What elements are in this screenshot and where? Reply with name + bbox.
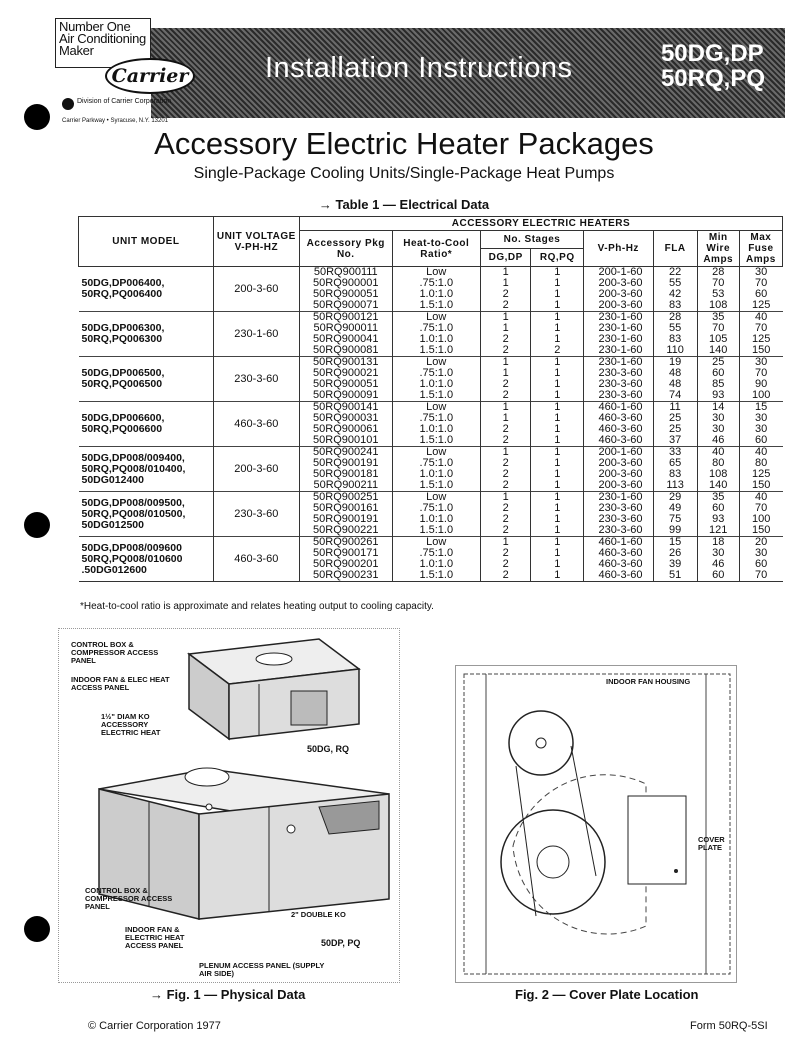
figure-cover-plate xyxy=(455,665,737,983)
table-cell: 200-3-60 xyxy=(584,289,653,300)
table-cell: 1 xyxy=(531,447,584,459)
table-cell: 2 xyxy=(480,435,531,447)
table-cell: 1 xyxy=(531,503,584,514)
table-cell: 50RQ900051 xyxy=(299,379,392,390)
table-cell: 460-3-60 xyxy=(584,548,653,559)
table-cell: 230-3-60 xyxy=(584,503,653,514)
table-cell: 85 xyxy=(697,379,739,390)
table-cell: 1 xyxy=(480,537,531,549)
table-cell: 99 xyxy=(653,525,697,537)
table-cell: 83 xyxy=(653,300,697,312)
table-cell: 35 xyxy=(697,492,739,504)
table-cell: 50RQ900201 xyxy=(299,559,392,570)
table-cell: 1 xyxy=(531,469,584,480)
table-cell: 1 xyxy=(531,559,584,570)
table-cell: 50RQ900141 xyxy=(299,402,392,414)
table-cell: 60 xyxy=(697,503,739,514)
label-model-top: 50DG, RQ xyxy=(307,744,350,754)
table-cell: 1.5:1.0 xyxy=(392,390,480,402)
table-cell: 50RQ900001 xyxy=(299,278,392,289)
table-cell: 50RQ900081 xyxy=(299,345,392,357)
table-cell: 230-1-60 xyxy=(584,334,653,345)
table-cell: 30 xyxy=(739,424,782,435)
table-cell: 50RQ900231 xyxy=(299,570,392,582)
table-cell: 50RQ900191 xyxy=(299,458,392,469)
table-cell: 1 xyxy=(531,424,584,435)
table-cell: 2 xyxy=(480,525,531,537)
col-maxfuse: Max Fuse Amps xyxy=(739,231,782,267)
table-cell: 140 xyxy=(697,345,739,357)
table-cell: 121 xyxy=(697,525,739,537)
table-cell: 50RQ900131 xyxy=(299,357,392,369)
table-cell: 1.0:1.0 xyxy=(392,559,480,570)
table-cell: 80 xyxy=(697,458,739,469)
table-cell: Low xyxy=(392,312,480,324)
table-cell: 50RQ900171 xyxy=(299,548,392,559)
table-cell: .75:1.0 xyxy=(392,368,480,379)
table-cell: 14 xyxy=(697,402,739,414)
table-cell: 48 xyxy=(653,379,697,390)
cell-unit-model: 50DG,DP008/009400, 50RQ,PQ008/010400, 50DG012400 xyxy=(79,447,214,492)
table-cell: .75:1.0 xyxy=(392,548,480,559)
table-cell: 1.0:1.0 xyxy=(392,379,480,390)
cell-unit-model: 50DG,DP008/009600 50RQ,PQ008/010600 .50DG012600 xyxy=(79,537,214,582)
col-fla: FLA xyxy=(653,231,697,267)
table-cell: 2 xyxy=(480,458,531,469)
table-cell: 55 xyxy=(653,278,697,289)
document-subtitle: Single-Package Cooling Units/Single-Package Heat Pumps xyxy=(193,165,615,182)
cell-unit-voltage: 460-3-60 xyxy=(213,537,299,582)
cell-unit-voltage: 230-3-60 xyxy=(213,492,299,537)
cell-unit-model: 50DG,DP008/009500, 50RQ,PQ008/010500, 50DG012500 xyxy=(79,492,214,537)
table-cell: 90 xyxy=(739,379,782,390)
label-control-box-top: CONTROL BOX & COMPRESSOR ACCESS PANEL xyxy=(71,640,159,665)
table-cell: 25 xyxy=(653,424,697,435)
figure-physical-data xyxy=(58,628,400,983)
table-cell: 200-1-60 xyxy=(584,267,653,279)
table-cell: 49 xyxy=(653,503,697,514)
table-cell: 460-3-60 xyxy=(584,413,653,424)
table-cell: 30 xyxy=(697,548,739,559)
table-cell: 150 xyxy=(739,480,782,492)
table-cell: 1 xyxy=(531,435,584,447)
table-cell: 150 xyxy=(739,345,782,357)
table-cell: 1.0:1.0 xyxy=(392,514,480,525)
table-cell: 460-3-60 xyxy=(584,435,653,447)
form-number: Form 50RQ-5SI xyxy=(690,1020,768,1032)
table-cell: 70 xyxy=(739,278,782,289)
cell-unit-model: 50DG,DP006500, 50RQ,PQ006500 xyxy=(79,357,214,402)
table-cell: 1 xyxy=(531,480,584,492)
table-cell: 460-3-60 xyxy=(584,559,653,570)
col-unit-voltage: UNIT VOLTAGE V-PH-HZ xyxy=(213,217,299,267)
table-cell: 70 xyxy=(739,323,782,334)
table-cell: 22 xyxy=(653,267,697,279)
table-cell: 1.5:1.0 xyxy=(392,570,480,582)
division-note: Division of Carrier Corporation xyxy=(62,98,171,110)
table-cell: 108 xyxy=(697,469,739,480)
table-cell: 1.0:1.0 xyxy=(392,289,480,300)
table-cell: Low xyxy=(392,492,480,504)
table-cell: 28 xyxy=(653,312,697,324)
table-cell: Low xyxy=(392,357,480,369)
table-cell: 1 xyxy=(480,323,531,334)
table-cell: 1.5:1.0 xyxy=(392,525,480,537)
table-cell: .75:1.0 xyxy=(392,278,480,289)
table-cell: 60 xyxy=(697,368,739,379)
col-rqpq: RQ,PQ xyxy=(531,249,584,267)
table-cell: 100 xyxy=(739,390,782,402)
cell-unit-voltage: 230-3-60 xyxy=(213,357,299,402)
table-cell: 1 xyxy=(480,267,531,279)
table-cell: 70 xyxy=(739,503,782,514)
table-cell: 33 xyxy=(653,447,697,459)
table-cell: 50RQ900221 xyxy=(299,525,392,537)
table-cell: 2 xyxy=(480,469,531,480)
table-cell: 75 xyxy=(653,514,697,525)
table-cell: 2 xyxy=(480,300,531,312)
table-cell: 140 xyxy=(697,480,739,492)
carrier-logo: Carrier xyxy=(105,58,195,94)
col-unit-model: UNIT MODEL xyxy=(79,217,214,267)
label-plenum: PLENUM ACCESS PANEL (SUPPLY AIR SIDE) xyxy=(199,961,325,978)
table-cell: 1 xyxy=(531,570,584,582)
cell-unit-voltage: 200-3-60 xyxy=(213,447,299,492)
cell-unit-model: 50DG,DP006300, 50RQ,PQ006300 xyxy=(79,312,214,357)
table-cell: 200-3-60 xyxy=(584,458,653,469)
table-cell: 200-1-60 xyxy=(584,447,653,459)
cell-unit-voltage: 200-3-60 xyxy=(213,267,299,312)
table-cell: 1 xyxy=(531,334,584,345)
table-cell: .75:1.0 xyxy=(392,458,480,469)
table-cell: 50RQ900161 xyxy=(299,503,392,514)
table-cell: 70 xyxy=(739,368,782,379)
table-cell: Low xyxy=(392,267,480,279)
table-cell: Low xyxy=(392,447,480,459)
table-cell: 28 xyxy=(697,267,739,279)
table-cell: 42 xyxy=(653,289,697,300)
cover-plate-illustration xyxy=(456,666,737,983)
table-cell: 30 xyxy=(739,267,782,279)
table-cell: 150 xyxy=(739,525,782,537)
table-cell: 1 xyxy=(480,413,531,424)
table-cell: 1 xyxy=(531,458,584,469)
table-cell: 460-1-60 xyxy=(584,537,653,549)
table-cell: 200-3-60 xyxy=(584,278,653,289)
table-cell: 230-1-60 xyxy=(584,312,653,324)
table-cell: 11 xyxy=(653,402,697,414)
table-cell: 1 xyxy=(480,402,531,414)
table-cell: .75:1.0 xyxy=(392,413,480,424)
table-cell: 30 xyxy=(739,413,782,424)
table-cell: .75:1.0 xyxy=(392,323,480,334)
table-cell: 1 xyxy=(531,267,584,279)
table-cell: 1 xyxy=(531,537,584,549)
table-cell: 15 xyxy=(653,537,697,549)
table-cell: 1 xyxy=(531,413,584,424)
table-cell: 50RQ900091 xyxy=(299,390,392,402)
table-cell: 93 xyxy=(697,390,739,402)
table-cell: 200-3-60 xyxy=(584,300,653,312)
table-cell: 230-3-60 xyxy=(584,514,653,525)
table-cell: 1 xyxy=(531,368,584,379)
punch-hole-middle xyxy=(24,512,50,538)
table-cell: 1.5:1.0 xyxy=(392,345,480,357)
table-cell: 55 xyxy=(653,323,697,334)
table-cell: 1.0:1.0 xyxy=(392,424,480,435)
table-cell: 460-1-60 xyxy=(584,402,653,414)
col-dgdp: DG,DP xyxy=(480,249,531,267)
table-cell: 50RQ900031 xyxy=(299,413,392,424)
table-cell: 230-3-60 xyxy=(584,368,653,379)
table-cell: 1 xyxy=(531,323,584,334)
table-cell: 230-1-60 xyxy=(584,345,653,357)
cell-unit-voltage: 460-3-60 xyxy=(213,402,299,447)
table-cell: 30 xyxy=(739,357,782,369)
col-stages: No. Stages xyxy=(480,231,583,249)
table-cell: 50RQ900261 xyxy=(299,537,392,549)
table-cell: 1 xyxy=(531,525,584,537)
table-cell: 1 xyxy=(480,312,531,324)
utc-badge-icon xyxy=(62,98,74,110)
footnote: *Heat-to-cool ratio is approximate and relates heating output to cooling capacity. xyxy=(80,601,434,612)
table-cell: 113 xyxy=(653,480,697,492)
table-cell: 2 xyxy=(480,345,531,357)
table-cell: 50RQ900071 xyxy=(299,300,392,312)
table-cell: 2 xyxy=(480,570,531,582)
table-cell: 125 xyxy=(739,469,782,480)
table-cell: 1 xyxy=(531,300,584,312)
table-cell: 30 xyxy=(697,413,739,424)
label-indoor-fan-bottom: INDOOR FAN & ELECTRIC HEAT ACCESS PANEL xyxy=(125,925,185,950)
col-pkg: Accessory Pkg No. xyxy=(299,231,392,267)
table-cell: 35 xyxy=(697,312,739,324)
table-cell: 2 xyxy=(480,548,531,559)
table-cell: 1 xyxy=(480,278,531,289)
table-cell: 1.5:1.0 xyxy=(392,480,480,492)
table-cell: 40 xyxy=(697,447,739,459)
table-cell: .75:1.0 xyxy=(392,503,480,514)
table-cell: 2 xyxy=(480,390,531,402)
table-cell: 1 xyxy=(531,289,584,300)
table-cell: 2 xyxy=(480,503,531,514)
table-cell: Low xyxy=(392,537,480,549)
table-cell: 26 xyxy=(653,548,697,559)
table-cell: 1.0:1.0 xyxy=(392,469,480,480)
table-cell: 50RQ900021 xyxy=(299,368,392,379)
table-cell: 50RQ900051 xyxy=(299,289,392,300)
electrical-data-table xyxy=(78,216,783,582)
table-cell: 2 xyxy=(480,514,531,525)
table-cell: 2 xyxy=(480,559,531,570)
model-line: 50DG,DP xyxy=(660,40,764,67)
table-title: → Table 1 — Electrical Data xyxy=(318,197,490,212)
col-group-heaters: ACCESSORY ELECTRIC HEATERS xyxy=(299,217,782,231)
table-cell: 1.5:1.0 xyxy=(392,435,480,447)
table-cell: 70 xyxy=(697,323,739,334)
table-cell: 105 xyxy=(697,334,739,345)
table-cell: 83 xyxy=(653,469,697,480)
table-cell: 53 xyxy=(697,289,739,300)
table-cell: 25 xyxy=(697,357,739,369)
table-cell: 40 xyxy=(739,492,782,504)
cell-unit-voltage: 230-1-60 xyxy=(213,312,299,357)
cell-unit-model: 50DG,DP006600, 50RQ,PQ006600 xyxy=(79,402,214,447)
table-cell: 50RQ900011 xyxy=(299,323,392,334)
table-cell: 200-3-60 xyxy=(584,469,653,480)
table-cell: 51 xyxy=(653,570,697,582)
table-cell: 29 xyxy=(653,492,697,504)
table-cell: 230-3-60 xyxy=(584,379,653,390)
table-cell: 46 xyxy=(697,559,739,570)
table-cell: 30 xyxy=(697,424,739,435)
table-cell: 1 xyxy=(531,357,584,369)
table-cell: 50RQ900211 xyxy=(299,480,392,492)
col-vphhz: V-Ph-Hz xyxy=(584,231,653,267)
table-cell: 1 xyxy=(531,278,584,289)
label-fan-housing: INDOOR FAN HOUSING xyxy=(606,677,691,686)
table-cell: 48 xyxy=(653,368,697,379)
cell-unit-model: 50DG,DP006400, 50RQ,PQ006400 xyxy=(79,267,214,312)
table-cell: 50RQ900101 xyxy=(299,435,392,447)
table-cell: 30 xyxy=(739,548,782,559)
table-cell: 200-3-60 xyxy=(584,480,653,492)
table-cell: 65 xyxy=(653,458,697,469)
table-cell: 230-1-60 xyxy=(584,492,653,504)
label-ko: 1½" DIAM KO ACCESSORY ELECTRIC HEAT xyxy=(101,712,161,737)
maker-tagline: Number One Air Conditioning Maker xyxy=(55,18,151,68)
table-cell: 50RQ900061 xyxy=(299,424,392,435)
table-cell: 2 xyxy=(480,289,531,300)
table-cell: 1.5:1.0 xyxy=(392,300,480,312)
label-model-bottom: 50DP, PQ xyxy=(321,938,361,948)
table-cell: 230-3-60 xyxy=(584,525,653,537)
table-cell: 46 xyxy=(697,435,739,447)
table-cell: 1 xyxy=(531,379,584,390)
table-cell: 1 xyxy=(480,492,531,504)
table-cell: 1 xyxy=(531,402,584,414)
label-control-box-bottom: CONTROL BOX & COMPRESSOR ACCESS PANEL xyxy=(85,886,173,911)
table-cell: 60 xyxy=(739,559,782,570)
table-body xyxy=(79,267,783,582)
table-cell: 37 xyxy=(653,435,697,447)
table-cell: 1 xyxy=(531,312,584,324)
label-cover-plate: COVER PLATE xyxy=(698,835,725,852)
table-cell: 230-3-60 xyxy=(584,390,653,402)
table-cell: 40 xyxy=(739,447,782,459)
table-cell: 50RQ900041 xyxy=(299,334,392,345)
table-cell: 74 xyxy=(653,390,697,402)
table-cell: 1 xyxy=(480,447,531,459)
table-cell: 1.0:1.0 xyxy=(392,334,480,345)
col-minwire: Min Wire Amps xyxy=(697,231,739,267)
table-cell: 50RQ900241 xyxy=(299,447,392,459)
table-cell: 40 xyxy=(739,312,782,324)
table-cell: 39 xyxy=(653,559,697,570)
copyright: © Carrier Corporation 1977 xyxy=(88,1020,221,1032)
figure-2-caption: Fig. 2 — Cover Plate Location xyxy=(515,987,699,1002)
table-cell: 70 xyxy=(739,570,782,582)
header xyxy=(55,18,785,124)
table-cell: 460-3-60 xyxy=(584,570,653,582)
table-cell: 460-3-60 xyxy=(584,424,653,435)
table-cell: 125 xyxy=(739,334,782,345)
table-cell: 18 xyxy=(697,537,739,549)
table-cell: 110 xyxy=(653,345,697,357)
table-cell: 20 xyxy=(739,537,782,549)
table-cell: 1 xyxy=(531,548,584,559)
table-cell: 19 xyxy=(653,357,697,369)
table-cell: 70 xyxy=(697,278,739,289)
table-cell: 1 xyxy=(480,357,531,369)
instructions-title: Installation Instructions xyxy=(265,52,573,84)
table-cell: 15 xyxy=(739,402,782,414)
col-ratio: Heat-to-Cool Ratio* xyxy=(392,231,480,267)
label-indoor-fan-top: INDOOR FAN & ELEC HEAT ACCESS PANEL xyxy=(71,675,170,692)
table-cell: 60 xyxy=(697,570,739,582)
address: Carrier Parkway • Syracuse, N.Y. 13201 xyxy=(62,118,169,124)
figure-1-caption: → Fig. 1 — Physical Data xyxy=(150,987,306,1002)
document-title: Accessory Electric Heater Packages xyxy=(154,126,654,161)
table-cell: 230-1-60 xyxy=(584,323,653,334)
table-cell: 60 xyxy=(739,289,782,300)
table-cell: 50RQ900251 xyxy=(299,492,392,504)
label-double-ko: 2" DOUBLE KO xyxy=(291,910,346,919)
table-cell: 230-1-60 xyxy=(584,357,653,369)
table-cell: 1 xyxy=(480,368,531,379)
table-cell: 2 xyxy=(480,480,531,492)
table-cell: 2 xyxy=(480,379,531,390)
punch-hole-bottom xyxy=(24,916,50,942)
table-cell: 83 xyxy=(653,334,697,345)
table-cell: 25 xyxy=(653,413,697,424)
model-line: 50RQ,PQ xyxy=(660,65,765,92)
table-cell: 93 xyxy=(697,514,739,525)
table-cell: 50RQ900181 xyxy=(299,469,392,480)
table-cell: 2 xyxy=(480,424,531,435)
table-cell: 1 xyxy=(531,390,584,402)
table-cell: 50RQ900111 xyxy=(299,267,392,279)
table-cell: 2 xyxy=(531,345,584,357)
table-cell: 50RQ900191 xyxy=(299,514,392,525)
table-cell: 1 xyxy=(531,492,584,504)
table-cell: 50RQ900121 xyxy=(299,312,392,324)
table-cell: 100 xyxy=(739,514,782,525)
table-cell: 60 xyxy=(739,435,782,447)
table-cell: 125 xyxy=(739,300,782,312)
table-cell: 108 xyxy=(697,300,739,312)
table-cell: 80 xyxy=(739,458,782,469)
model-numbers xyxy=(661,41,765,91)
table-cell: 2 xyxy=(480,334,531,345)
table-cell: Low xyxy=(392,402,480,414)
table-cell: 1 xyxy=(531,514,584,525)
